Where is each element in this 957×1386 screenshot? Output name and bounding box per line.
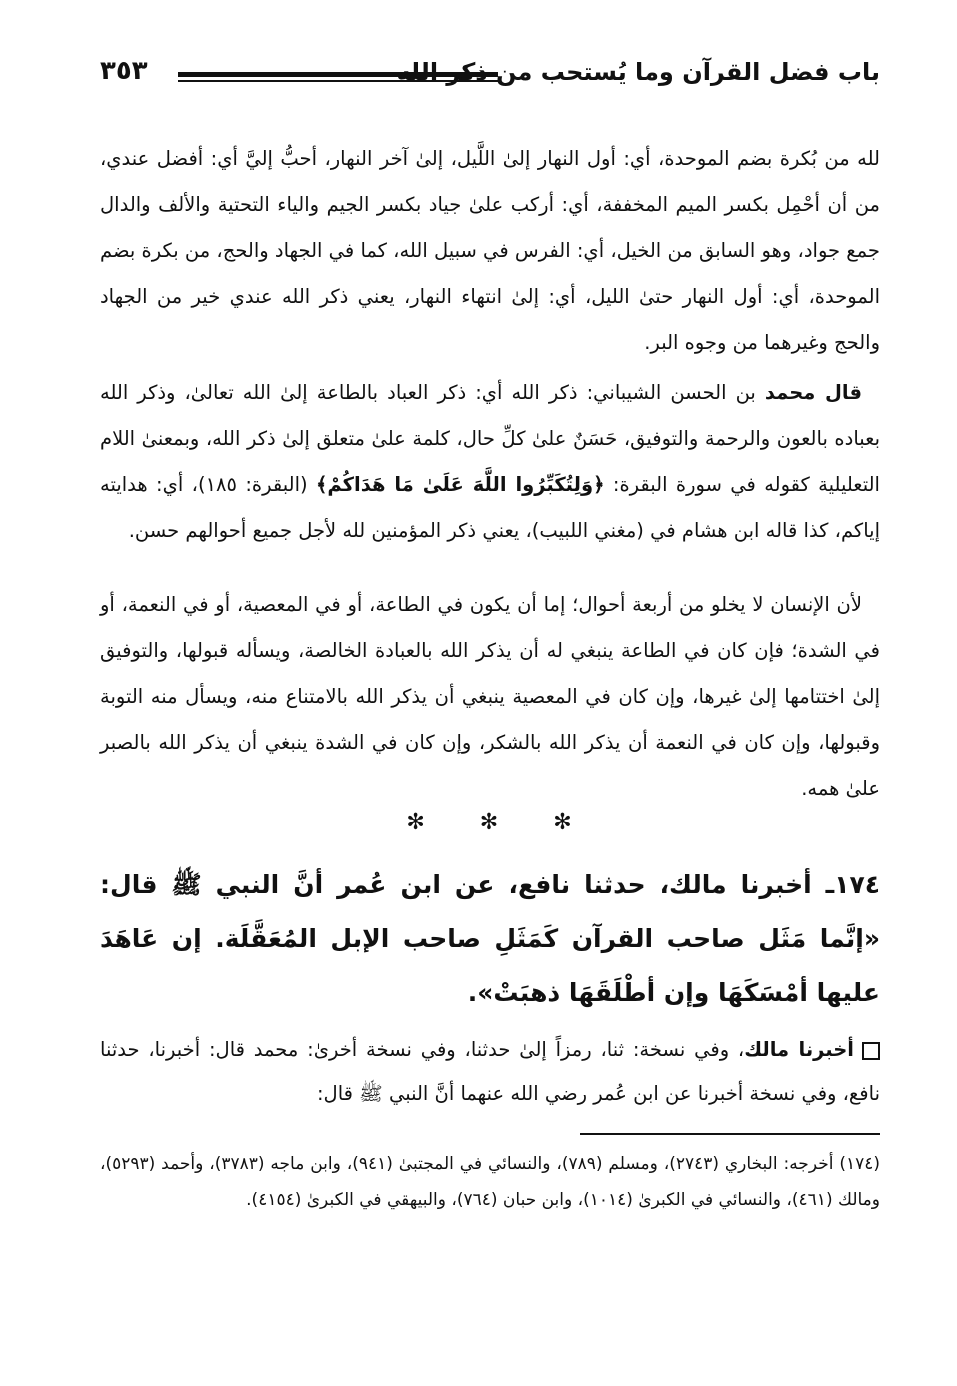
- quran-verse: ﴿وَلِتُكَبِّرُوا اللَّهَ عَلَىٰ مَا هَدَاكُمْ﴾: [315, 473, 605, 496]
- asterism-star: ✻: [553, 810, 574, 835]
- asterism-star: ✻: [479, 810, 501, 835]
- commentary-paragraph-1: لله من بُكرة بضم الموحدة، أي: أول النهار إلىٰ اللَّيل، إلىٰ آخر النهار، أحبُّ إليَّ أي: أفضل عندي، من أن أحْمِل بكسر الميم المخففة، أي: أركب علىٰ جياد بكسر الجيم والياء التحتية والألف والدال جمع جواد، وهو السابق من الخيل، أي: الفرس في سبيل الله، كما في الجهاد والحج، من بكرة بضم الموحدة، أي: أول النهار حتىٰ الليل، أي: إلىٰ انتهاء النهار، يعني ذكر الله عندي خير من الجهاد والحج وغيرهما من وجوه البر.: [100, 147, 880, 354]
- commentary-paragraph-2: [100, 370, 880, 554]
- sharh-lead: أخبرنا مالك: [744, 1038, 854, 1061]
- asterism-star: ✻: [406, 810, 427, 835]
- square-marker-icon: [862, 1042, 880, 1060]
- paragraph-2-tail: (البقرة: ١٨٥)، أي: هدايته إياكم، كذا قاله ابن هشام في (مغني اللبيب)، يعني ذكر المؤمنين لله لأجل جميع أحوالهم حسن.: [100, 473, 880, 542]
- section-separator: [100, 810, 880, 835]
- page-number: ٣٥٣: [100, 56, 148, 86]
- header-rule: [178, 72, 498, 82]
- commentary-paragraph-3: لأن الإنسان لا يخلو من أربعة أحوال؛ إما أن يكون في الطاعة، أو في المعصية، أو في النعمة، أو في الشدة؛ فإن كان في الطاعة ينبغي له أن يذكر الله بالعبادة الخالصة، ويسأله قبولها، والتوفيق إلىٰ اختتامها إلىٰ غيرها، وإن كان في المعصية ينبغي أن يذكر الله بالامتناع منه، ويسأل منه التوبة وقبولها، وإن كان في النعمة أن يذكر الله بالشكر، وإن كان في الشدة ينبغي أن يذكر الله بالصبر علىٰ همه.: [100, 593, 880, 800]
- hadith-text: ١٧٤ـ أخبرنا مالك، حدثنا نافع، عن ابن عُمر أنَّ النبي ﷺ قال: «إنَّما مَثَل صاحب القرآن كَمَثَلِ صاحب الإبل المُعَقَّلَة. إن عَاهَدَ عليها أمْسَكَهَا وإن أطْلَقَهَا ذهبَتْ».: [100, 870, 880, 1007]
- paragraph-2-text: بن الحسن الشيباني: ذكر الله أي: ذكر العباد بالطاعة إلىٰ الله تعالىٰ، وذكر الله بعباده بالعون والرحمة والتوفيق، حَسَنٌ علىٰ كلِّ حال، كلمة علىٰ متعلق إلىٰ ذكر الله، وبمعنىٰ اللام التعليلية كقوله في سورة البقرة:: [100, 381, 880, 496]
- book-page: [100, 40, 880, 1360]
- sharh-text: ، وفي نسخة: ثنا، رمزاً إلىٰ حدثنا، وفي نسخة أخرىٰ: محمد قال: أخبرنا، حدثنا نافع، وفي نسخة أخبرنا عن ابن عُمر رضي الله عنهما أنَّ النبي ﷺ قال:: [100, 1038, 880, 1105]
- running-header: [100, 54, 880, 98]
- footnote: (١٧٤) أخرجه: البخاري (٢٧٤٣)، ومسلم (٧٨٩)، والنسائي في المجتبىٰ (٩٤١)، وابن ماجه (٣٧٨٣)، وأحمد (٥٢٩٣)، ومالك (٤٦١)، والنسائي في الكبرىٰ (١٠١٤)، وابن حبان (٧٦٤)، والبيهقي في الكبرىٰ (٤١٥٤).: [100, 1154, 880, 1210]
- footnote-divider: [580, 1133, 880, 1135]
- chapter-title: باب فضل القرآن وما يُستحب من ذكر الله: [396, 58, 880, 86]
- sharh-paragraph: [100, 1028, 880, 1116]
- author-name: قال محمد: [764, 381, 862, 404]
